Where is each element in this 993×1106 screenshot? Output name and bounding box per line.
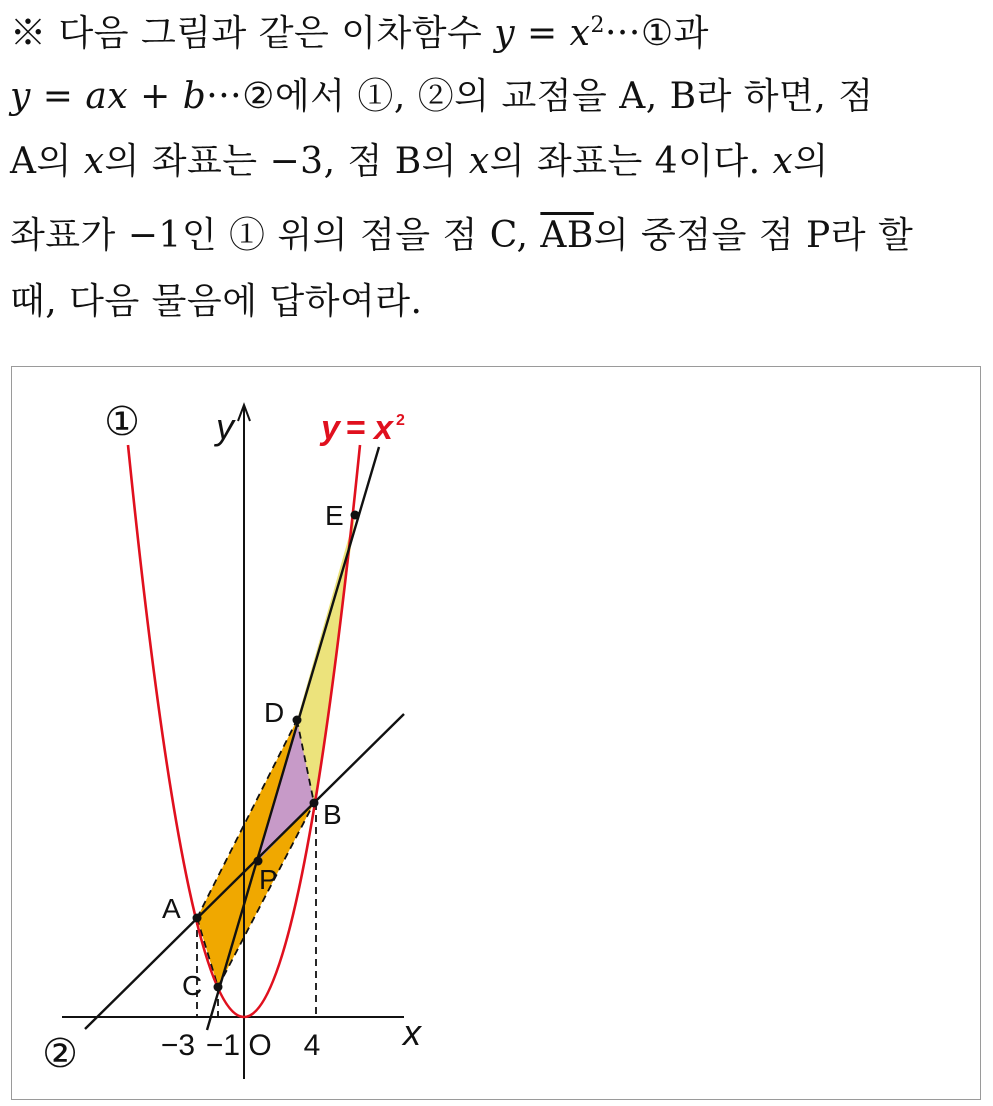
parabola-label	[319, 409, 405, 447]
line-ce	[207, 447, 379, 1030]
figure-frame	[11, 366, 981, 1100]
point-label-e: E	[325, 500, 344, 531]
line3-part3: 의 좌표는 4이다.	[489, 141, 773, 182]
point-c-dot	[214, 983, 223, 992]
line1-eq-lhs: y	[494, 13, 516, 54]
point-label-a: A	[162, 893, 181, 924]
line1-suffix: ···①과	[604, 13, 709, 54]
line4-part2: 의 중점을 점 P라 할	[593, 215, 914, 256]
parabola-label-x: x	[374, 409, 393, 447]
problem-line-4	[10, 206, 913, 266]
tick-neg3: −3	[160, 1029, 196, 1062]
curve-label-2: ②	[42, 1032, 78, 1076]
problem-line-3	[10, 132, 829, 192]
point-label-p: P	[259, 864, 278, 895]
x-axis-label: x	[403, 1012, 421, 1053]
line1-eq-base: x	[569, 13, 591, 54]
line2-eq: y = ax + b	[10, 76, 207, 117]
line3-var3: x	[772, 141, 794, 182]
point-b-dot	[310, 799, 319, 808]
point-label-d: D	[264, 697, 285, 728]
point-e-dot	[351, 511, 360, 520]
line4-part1: 좌표가 −1인 ① 위의 점을 점 C,	[10, 215, 541, 256]
problem-line-5: 때, 다음 물음에 답하여라.	[10, 281, 423, 322]
point-label-c: C	[182, 970, 203, 1001]
parabola-label-exp: 2	[396, 412, 405, 429]
line3-var2: x	[468, 141, 490, 182]
parabola-label-eq: =	[346, 409, 366, 447]
tick-4: 4	[303, 1029, 321, 1062]
parabola-figure	[12, 367, 982, 1101]
point-label-b: B	[323, 799, 342, 830]
line1-eq-mid: =	[515, 13, 570, 54]
line3-part1: A의	[10, 141, 84, 182]
problem-line-2	[10, 67, 874, 127]
parabola-label-y: y	[321, 409, 340, 447]
segment-ab: $\overline{AB}$	[540, 215, 594, 256]
line3-part2: 의 좌표는 −3, 점 B의	[104, 141, 469, 182]
y-axis-label: y	[216, 406, 234, 447]
line1-prefix: ※ 다음 그림과 같은 이차함수	[10, 13, 495, 54]
problem-line-1	[10, 4, 709, 64]
curve-label-1: ①	[104, 400, 140, 444]
origin-label: O	[248, 1029, 272, 1062]
line3-var1: x	[83, 141, 105, 182]
line1-eq-exp: 2	[590, 13, 605, 38]
line3-part4: 의	[793, 141, 829, 182]
line2-suffix: ···②에서 ①, ②의 교점을 A, B라 하면, 점	[206, 76, 874, 117]
tick-neg1: −1	[205, 1029, 241, 1062]
point-a-dot	[193, 914, 202, 923]
point-d-dot	[293, 716, 302, 725]
